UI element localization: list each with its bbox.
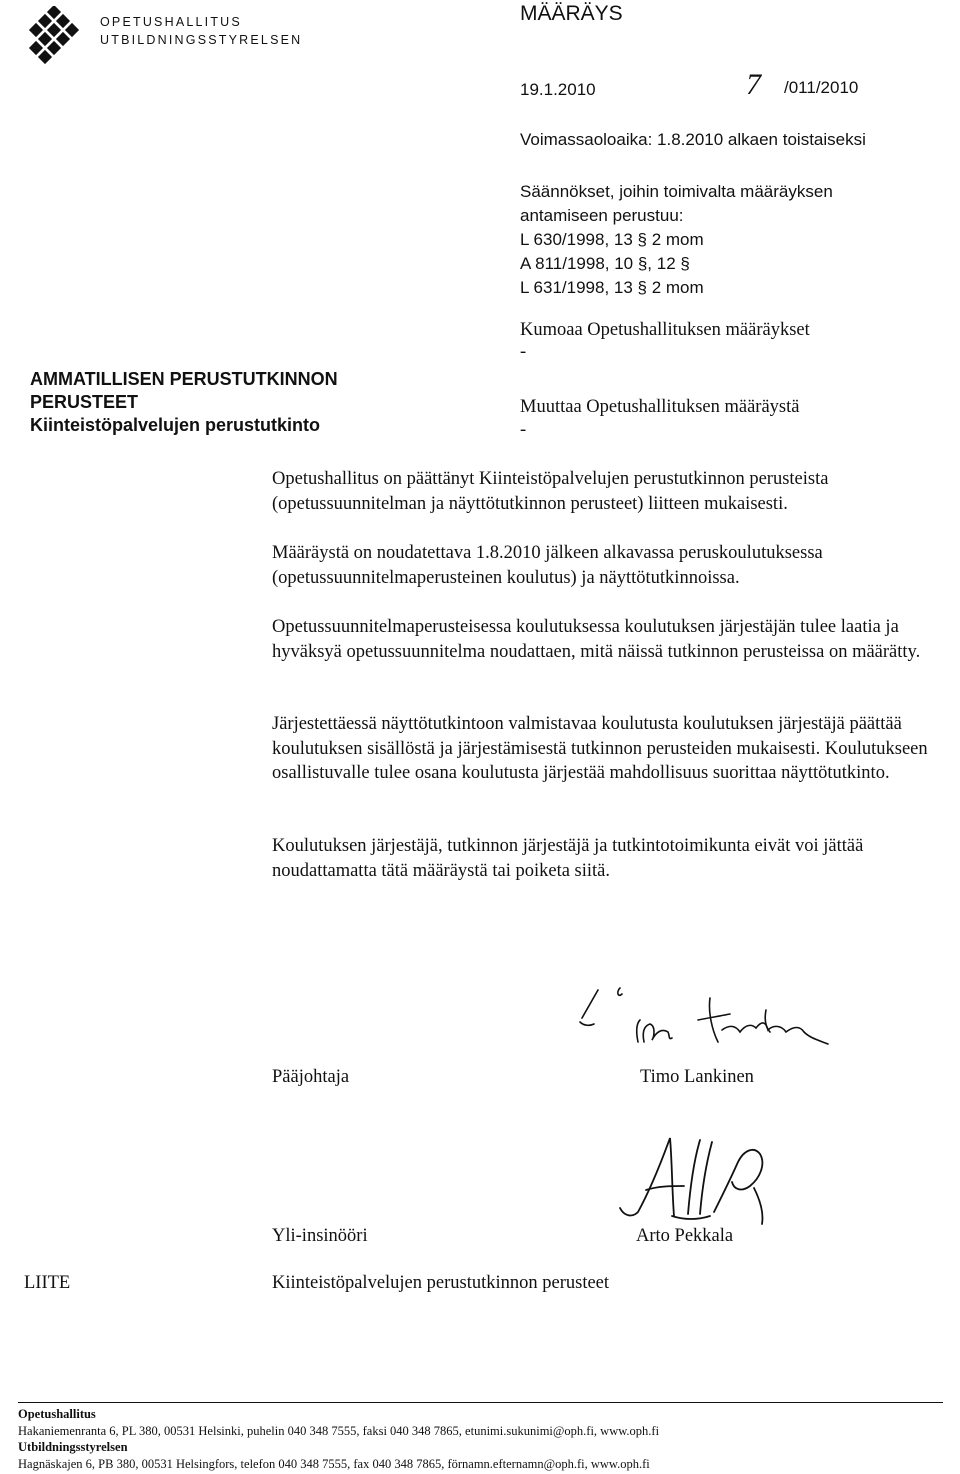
footer-org-fi: Opetushallitus: [18, 1407, 96, 1421]
amends-value: -: [520, 420, 527, 440]
body-paragraph-4: Järjestettäessä näyttötutkintoon valmistavaa koulutusta koulutuksen järjestäjä päättää koulutuksen sisällöstä ja järjestämisestä tutkinnon perusteiden mukaisesti. Koulutukseen osallistuvalle tulee osana koulutusta järjestää mahdollisuus suorittaa näyttötutkinto.: [272, 714, 928, 783]
authority-line: L 631/1998, 13 § 2 mom: [520, 278, 704, 297]
org-name-sv: UTBILDNINGSSTYRELSEN: [100, 33, 303, 47]
footer-org-sv: Utbildningsstyrelsen: [18, 1440, 128, 1454]
signature-pekkala: [610, 1120, 780, 1230]
title-line: Kiinteistöpalvelujen perustutkinto: [30, 415, 321, 435]
appendix-value: Kiinteistöpalvelujen perustutkinnon perusteet: [272, 1273, 610, 1293]
signatory-2-name: Arto Pekkala: [636, 1226, 734, 1246]
organization-logo: [24, 6, 84, 66]
handwritten-number: 7: [746, 68, 761, 101]
authority-block: [520, 180, 833, 300]
signatory-1-title: Pääjohtaja: [272, 1067, 350, 1087]
repeals-value: -: [520, 342, 527, 362]
body-paragraph-3: Opetussuunnitelmaperusteisessa koulutuksessa koulutuksen järjestäjän tulee laatia ja hyväksyä opetussuunnitelma noudattaen, mitä näissä tutkinnon perusteissa on määrätty.: [272, 617, 921, 662]
org-name-fi: OPETUSHALLITUS: [100, 15, 242, 29]
repeals-label: Kumoaa Opetushallituksen määräykset: [520, 320, 810, 340]
authority-line: L 630/1998, 13 § 2 mom: [520, 230, 704, 249]
document-number: /011/2010: [784, 78, 859, 97]
title-line: AMMATILLISEN PERUSTUTKINNON: [30, 369, 338, 389]
body-paragraph-5: Koulutuksen järjestäjä, tutkinnon järjestäjä ja tutkintotoimikunta eivät voi jättää noudattamatta tätä määräystä tai poiketa siitä.: [272, 836, 864, 881]
authority-line: Säännökset, joihin toimivalta määräyksen: [520, 182, 833, 201]
document-title: [30, 368, 338, 437]
footer-address-fi: Hakaniemenranta 6, PL 380, 00531 Helsinki, puhelin 040 348 7555, faksi 040 348 7865, etunimi.sukunimi@oph.fi, www.oph.fi: [18, 1423, 660, 1438]
validity-period: Voimassaoloaika: 1.8.2010 alkaen toistaiseksi: [520, 130, 866, 149]
signature-lankinen: [560, 980, 860, 1060]
authority-line: A 811/1998, 10 §, 12 §: [520, 254, 690, 273]
signatory-1-name: Timo Lankinen: [640, 1067, 754, 1087]
document-date: 19.1.2010: [520, 80, 596, 99]
signatory-2-title: Yli-insinööri: [272, 1226, 368, 1246]
title-line: PERUSTEET: [30, 392, 139, 412]
footer: [18, 1406, 943, 1472]
document-type: MÄÄRÄYS: [520, 2, 623, 25]
authority-line: antamiseen perustuu:: [520, 206, 684, 225]
amends-label: Muuttaa Opetushallituksen määräystä: [520, 397, 800, 417]
body-paragraph-2: Määräystä on noudatettava 1.8.2010 jälkeen alkavassa peruskoulutuksessa (opetussuunnitelmaperusteinen koulutus) ja näyttötutkinnoissa.: [272, 543, 823, 588]
footer-address-sv: Hagnäskajen 6, PB 380, 00531 Helsingfors, telefon 040 348 7555, fax 040 348 7865, förnamn.efternamn@oph.fi, www.oph.fi: [18, 1456, 650, 1471]
footer-divider: [18, 1402, 943, 1403]
body-paragraph-1: Opetushallitus on päättänyt Kiinteistöpalvelujen perustutkinnon perusteista (opetussuunnitelman ja näyttötutkinnon perusteet) liitteen mukaisesti.: [272, 469, 829, 514]
appendix-label: LIITE: [24, 1273, 71, 1293]
